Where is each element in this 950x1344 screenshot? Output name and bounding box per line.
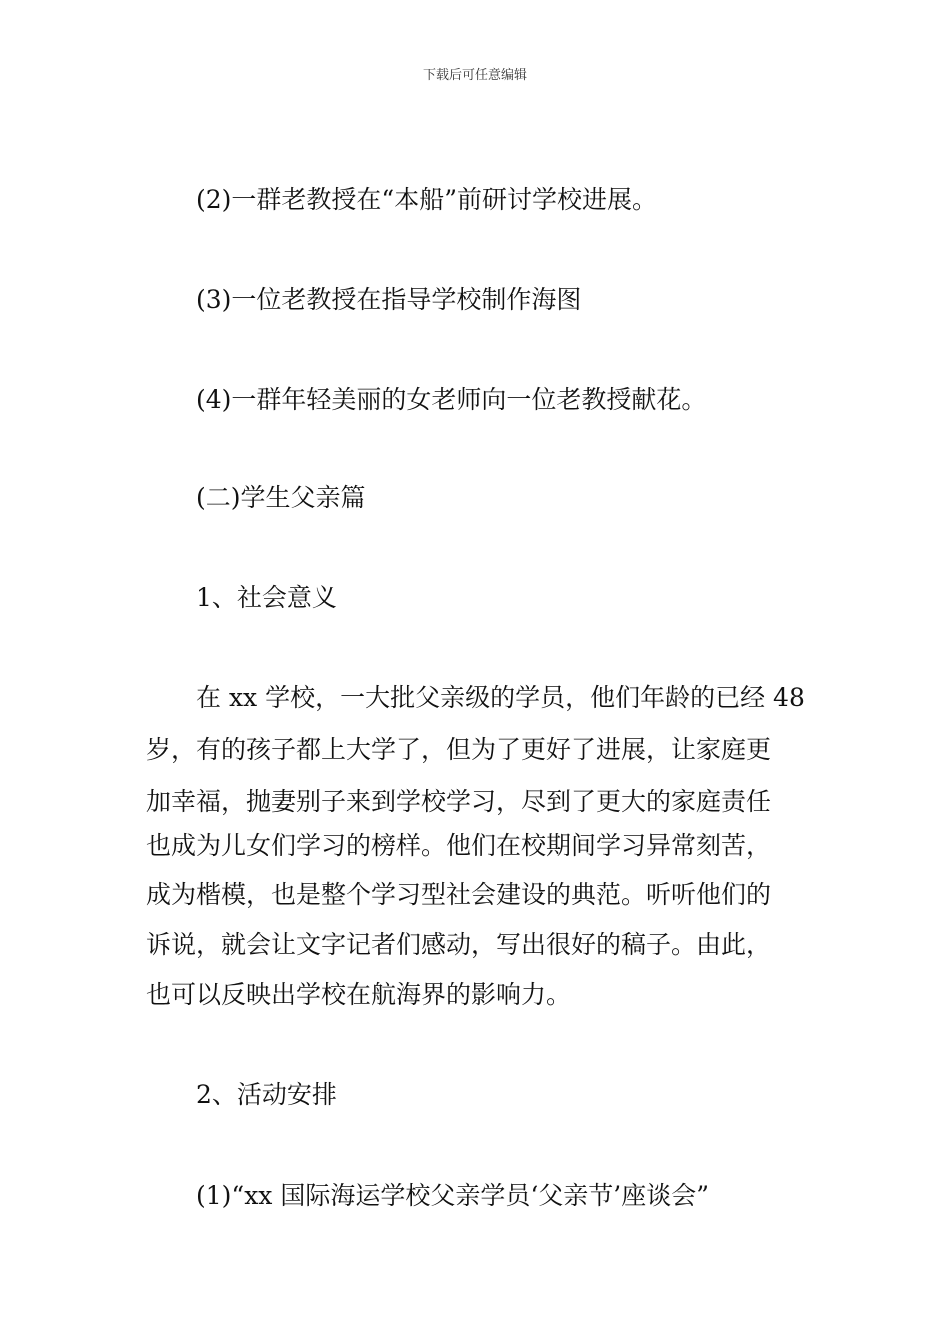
paragraph-line: 诉说，就会让文字记者们感动，写出很好的稿子。由此，	[146, 930, 772, 959]
list-item: (2)一群老教授在“本船”前研讨学校进展。	[196, 185, 657, 214]
subsection-heading: 2、活动安排	[196, 1080, 337, 1109]
paragraph-line: 岁，有的孩子都上大学了，但为了更好了进展，让家庭更	[146, 735, 772, 764]
paragraph-line: 也成为儿女们学习的榜样。他们在校期间学习异常刻苦，	[146, 831, 772, 860]
subsection-heading: 1、社会意义	[196, 583, 337, 612]
list-item: (4)一群年轻美丽的女老师向一位老教授献花。	[196, 385, 707, 414]
list-item: (3)一位老教授在指导学校制作海图	[196, 285, 582, 314]
paragraph-line: 加幸福，抛妻别子来到学校学习，尽到了更大的家庭责任	[146, 787, 772, 816]
list-item: (1)“xx 国际海运学校父亲学员‘父亲节’座谈会”	[196, 1181, 710, 1210]
page-header: 下载后可任意编辑	[422, 68, 527, 83]
paragraph-line: 在 xx 学校，一大批父亲级的学员，他们年龄的已经 48	[196, 683, 805, 712]
paragraph-line: 也可以反映出学校在航海界的影响力。	[146, 980, 572, 1009]
section-heading: (二)学生父亲篇	[196, 483, 366, 512]
paragraph-line: 成为楷模，也是整个学习型社会建设的典范。听听他们的	[146, 880, 772, 909]
